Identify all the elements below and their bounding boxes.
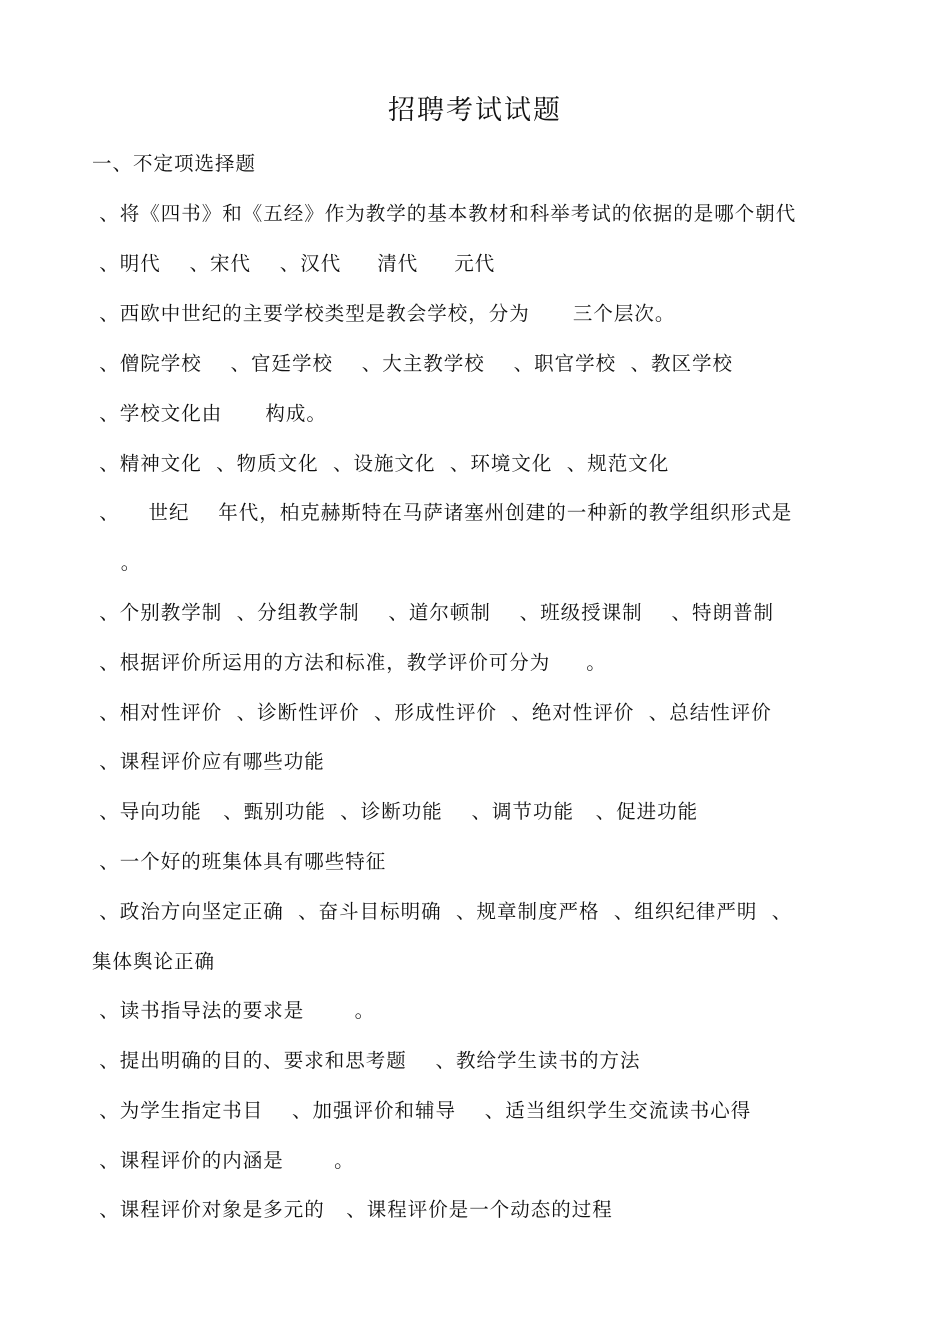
question-line: 、根据评价所运用的方法和标准，教学评价可分为 。 xyxy=(92,651,607,674)
question-line: 、 世纪 年代，柏克赫斯特在马萨诸塞州创建的一种新的教学组织形式是 xyxy=(92,501,793,524)
option-line: 、课程评价对象是多元的 、课程评价是一个动态的过程 xyxy=(92,1198,613,1221)
option-line: 、政治方向坚定正确 、奋斗目标明确 、规章制度严格 、组织纪律严明 、 xyxy=(92,900,793,923)
option-line: 、提出明确的目的、要求和思考题 、教给学生读书的方法 xyxy=(92,1049,641,1072)
option-line: 、为学生指定书目 、加强评价和辅导 、适当组织学生交流读书心得 xyxy=(92,1099,752,1122)
option-line: 、精神文化 、物质文化 、设施文化 、环境文化 、规范文化 xyxy=(92,452,670,475)
question-line: 、学校文化由 构成。 xyxy=(92,402,327,425)
option-line: 、僧院学校 、官廷学校 、大主教学校 、职官学校 、教区学校 xyxy=(92,352,733,375)
option-line: 、导向功能 、甄别功能 、诊断功能 、调节功能 、促进功能 xyxy=(92,800,699,823)
question-line: 、将《四书》和《五经》作为教学的基本教材和科举考试的依据的是哪个朝代 xyxy=(92,202,797,225)
question-line: 、一个好的班集体具有哪些特征 xyxy=(92,850,387,873)
page-title: 招聘考试试题 xyxy=(388,95,562,126)
question-line: 、读书指导法的要求是 。 xyxy=(92,999,376,1022)
option-line: 、明代 、宋代 、汉代 清代 元代 xyxy=(92,252,496,275)
question-line: 、西欧中世纪的主要学校类型是教会学校，分为 三个层次。 xyxy=(92,302,676,325)
question-line: 、课程评价应有哪些功能 xyxy=(92,750,325,773)
option-line: 、个别教学制 、分组教学制 、道尔顿制 、班级授课制 、特朗普制 xyxy=(92,601,774,624)
question-line: 、课程评价的内涵是 。 xyxy=(92,1149,355,1172)
option-line: 、相对性评价 、诊断性评价 、形成性评价 、绝对性评价 、总结性评价 xyxy=(92,701,772,724)
question-line-continued: 。 xyxy=(92,551,142,574)
section-heading: 一、不定项选择题 xyxy=(92,152,257,175)
option-line-continued: 集体舆论正确 xyxy=(92,950,216,973)
